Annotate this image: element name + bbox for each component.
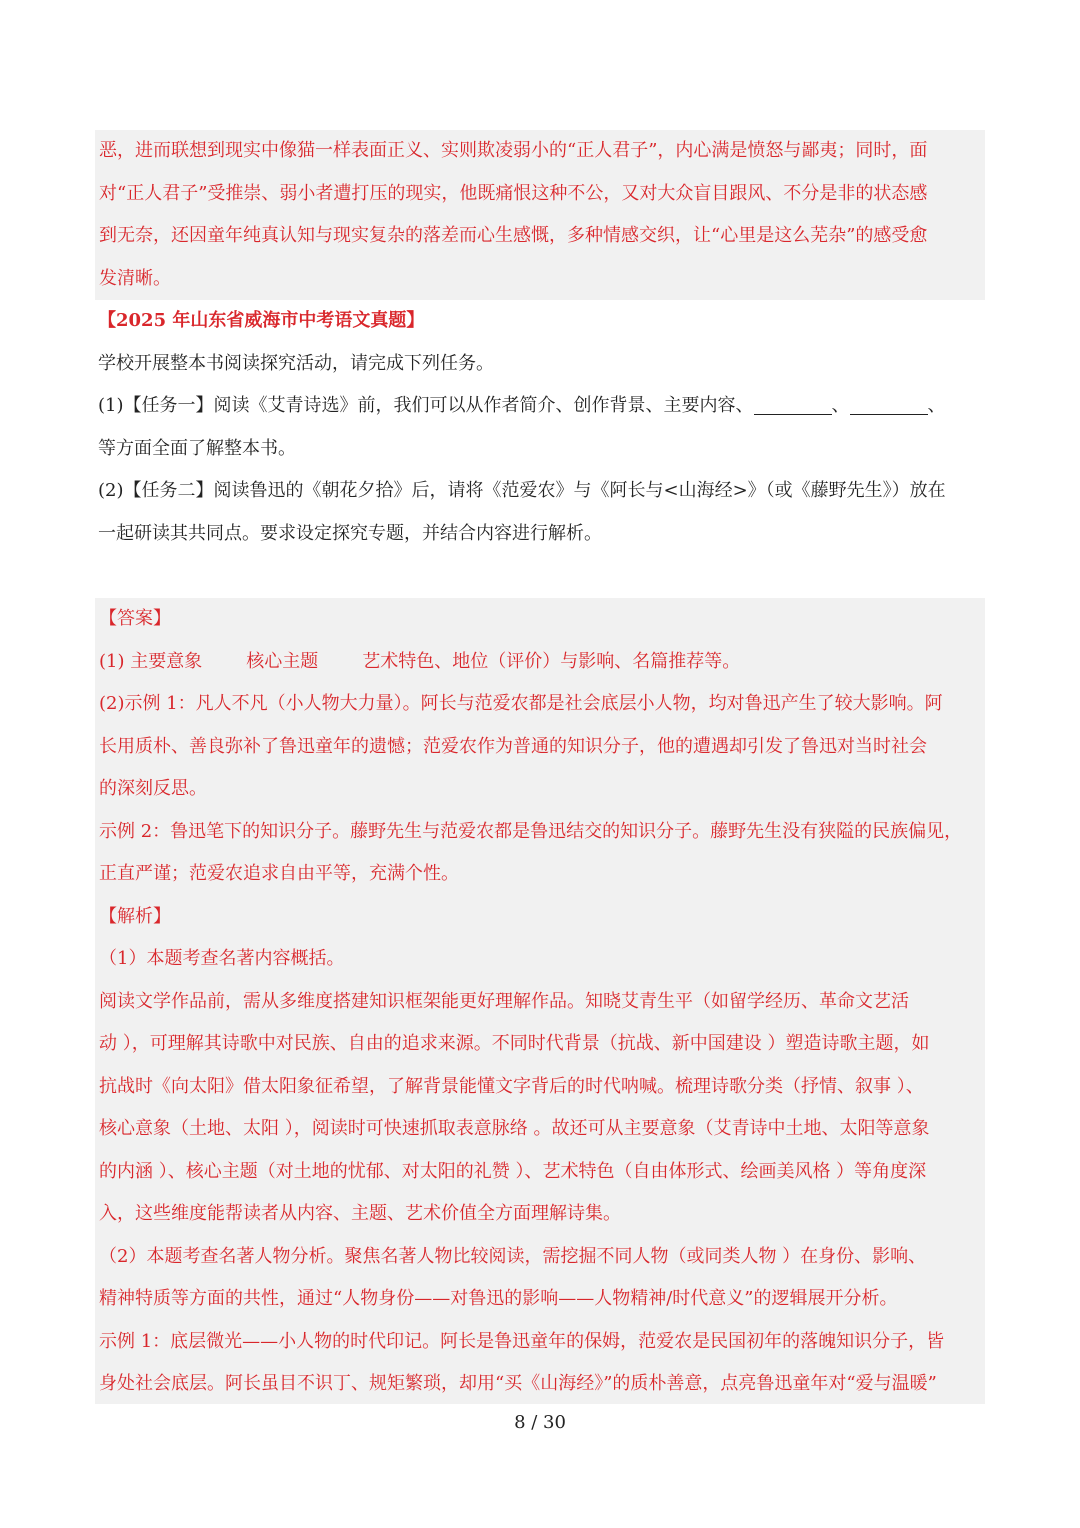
task1-text: (1)【任务一】阅读《艾青诗选》前，我们可以从作者简介、创作背景、主要内容、 (98, 395, 754, 416)
question-intro: 学校开展整本书阅读探究活动，请完成下列任务。 (98, 352, 494, 374)
analysis-line: 阅读文学作品前，需从多维度搭建知识框架能更好理解作品。知晓艾青生平（如留学经历、革命文艺活 (99, 990, 909, 1012)
analysis-line: 动 ），可理解其诗歌中对民族、自由的追求来源。不同时代背景（抗战、新中国建设 ）塑造诗歌主题，如 (99, 1033, 930, 1054)
answer1-item: 艺术特色、地位（评价）与影响、名篇推荐等。 (362, 650, 741, 672)
answer-label: 【答案】 (99, 608, 171, 629)
answer2-line: (2)示例 1：凡人不凡（小人物大力量）。阿长与范爱农都是社会底层小人物，均对鲁迅产生了较大影响。阿 (99, 693, 943, 714)
question-section (98, 300, 982, 555)
analysis-line: 入，这些维度能帮读者从内容、主题、艺术价值全方面理解诗集。 (99, 1203, 621, 1224)
page-number: 8 / 30 (514, 1412, 566, 1433)
task1-line (98, 385, 982, 428)
task2-line: (2)【任务二】阅读鲁迅的《朝花夕拾》后，请将《范爱农》与《阿长与<山海经>》（或《藤野先生》）放在 (98, 480, 946, 501)
answer2-line: 长用质朴、善良弥补了鲁迅童年的遗憾；范爱农作为普通的知识分子，他的遭遇却引发了鲁迅对当时社会 (99, 735, 927, 757)
analysis-line: 核心意象（土地、太阳 ），阅读时可快速抓取表意脉络 。故还可从主要意象（艾青诗中土地、太阳等意象 (99, 1118, 930, 1139)
analysis-line: 抗战时《向太阳》借太阳象征希望，了解背景能懂文字背后的时代呐喊。梳理诗歌分类（抒情、叙事 ）、 (99, 1075, 924, 1097)
answer1-prefix: (1) (99, 650, 125, 672)
answer2-line: 示例 2：鲁迅笔下的知识分子。藤野先生与范爱农都是鲁迅结交的知识分子。藤野先生没有狭隘的民族偏见， (99, 820, 963, 842)
blank-separator: 、 (927, 395, 946, 416)
analysis-line: 的内涵 ）、核心主题（对土地的忧郁、对太阳的礼赞 ）、艺术特色（自由体形式、绘画美风格 ）等角度深 (99, 1160, 927, 1182)
previous-answer-line: 对“正人君子”受推崇、弱小者遭打压的现实，他既痛恨这种不公，又对大众盲目跟风、不分是非的状态感 (99, 182, 928, 204)
analysis-label: 【解析】 (99, 905, 171, 927)
analysis-line: 身处社会底层。阿长虽目不识丁、规矩繁琐，却用“买《山海经》”的质朴善意，点亮鲁迅童年对“爱与温暖” (99, 1373, 937, 1394)
task1-continuation: 等方面全面了解整本书。 (98, 437, 296, 459)
analysis-line: 示例 1：底层微光——小人物的时代印记。阿长是鲁迅童年的保姆，范爱农是民国初年的落魄知识分子，皆 (99, 1330, 945, 1352)
answer1-item: 核心主题 (246, 650, 319, 672)
answer2-line: 的深刻反思。 (99, 778, 207, 799)
answer1-item: 主要意象 (130, 650, 203, 672)
answer-blank (850, 394, 928, 415)
answer-blank (754, 394, 832, 415)
previous-answer-block (95, 130, 985, 300)
analysis-line: （1）本题考查名著内容概括。 (99, 948, 345, 969)
answer1-line (99, 641, 981, 684)
previous-answer-line: 发清晰。 (99, 267, 171, 289)
task2-line: 一起研读其共同点。要求设定探究专题，并结合内容进行解析。 (98, 522, 602, 544)
analysis-line: （2）本题考查名著人物分析。聚焦名著人物比较阅读，需挖掘不同人物（或同类人物 ）在身份、影响、 (99, 1245, 927, 1267)
answer-block (95, 598, 985, 1404)
blank-separator: 、 (831, 395, 850, 416)
previous-answer-line: 到无奈，还因童年纯真认知与现实复杂的落差而心生感慨，多种情感交织，让“心里是这么芜杂”的感受愈 (99, 225, 928, 246)
previous-answer-line: 恶，进而联想到现实中像猫一样表面正义、实则欺凌弱小的“正人君子”，内心满是愤怒与鄙夷；同时，面 (99, 140, 928, 161)
analysis-line: 精神特质等方面的共性，通过“人物身份——对鲁迅的影响——人物精神/时代意义”的逻辑展开分析。 (99, 1288, 898, 1309)
question-source-label: 【2025 年山东省威海市中考语文真题】 (98, 310, 425, 331)
answer2-line: 正直严谨；范爱农追求自由平等，充满个性。 (99, 863, 459, 884)
